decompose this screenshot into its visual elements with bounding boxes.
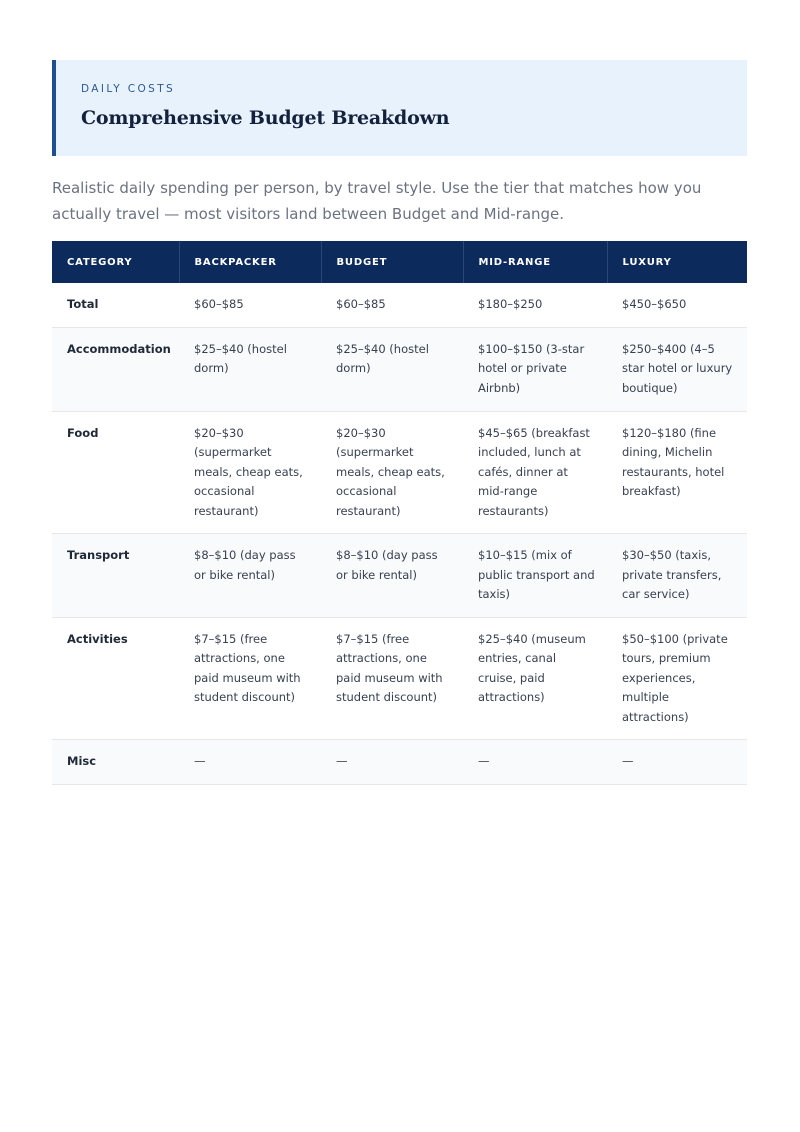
table-cell: —: [321, 740, 463, 785]
row-label: Accommodation: [52, 327, 179, 411]
section-eyebrow: DAILY COSTS: [81, 83, 176, 95]
column-header-mid-range: MID-RANGE: [463, 241, 607, 283]
table-cell: $250–$400 (4–5 star hotel or luxury boutique): [607, 327, 747, 411]
intro-paragraph: Realistic daily spending per person, by travel style. Use the tier that matches how you actually travel — most visitors land between Budget and Mid-range.: [52, 179, 702, 223]
row-label: Activities: [52, 617, 179, 740]
table-row-accommodation: [52, 327, 747, 411]
table-cell: $20–$30 (supermarket meals, cheap eats, occasional restaurant): [179, 411, 321, 534]
table-row-total: [52, 283, 747, 327]
table-cell: $20–$30 (supermarket meals, cheap eats, occasional restaurant): [321, 411, 463, 534]
column-header-category: CATEGORY: [52, 241, 179, 283]
section-callout: [52, 60, 747, 156]
table-cell: $50–$100 (private tours, premium experiences, multiple attractions): [607, 617, 747, 740]
table-row-transport: [52, 534, 747, 618]
table-cell: $25–$40 (museum entries, canal cruise, paid attractions): [463, 617, 607, 740]
table-cell: $450–$650: [607, 283, 747, 327]
table-cell: —: [179, 740, 321, 785]
table-cell: $30–$50 (taxis, private transfers, car service): [607, 534, 747, 618]
table-cell: $10–$15 (mix of public transport and taxis): [463, 534, 607, 618]
table-row-activities: [52, 617, 747, 740]
table-cell: $60–$85: [179, 283, 321, 327]
table-cell: $25–$40 (hostel dorm): [179, 327, 321, 411]
column-header-backpacker: BACKPACKER: [179, 241, 321, 283]
table-row-misc: [52, 740, 747, 785]
row-label: Misc: [52, 740, 179, 785]
table-cell: $120–$180 (fine dining, Michelin restaurants, hotel breakfast): [607, 411, 747, 534]
section-title: Comprehensive Budget Breakdown: [81, 107, 450, 129]
table-cell: $7–$15 (free attractions, one paid museum with student discount): [321, 617, 463, 740]
table-row-food: [52, 411, 747, 534]
column-header-budget: BUDGET: [321, 241, 463, 283]
table-cell: $180–$250: [463, 283, 607, 327]
table-cell: $8–$10 (day pass or bike rental): [179, 534, 321, 618]
table-cell: $25–$40 (hostel dorm): [321, 327, 463, 411]
table-header-row: [52, 241, 747, 283]
budget-table: [52, 241, 747, 785]
table-cell: —: [607, 740, 747, 785]
table-cell: $8–$10 (day pass or bike rental): [321, 534, 463, 618]
row-label: Total: [52, 283, 179, 327]
table-cell: $60–$85: [321, 283, 463, 327]
table-cell: $100–$150 (3-star hotel or private Airbnb): [463, 327, 607, 411]
table-cell: $7–$15 (free attractions, one paid museum with student discount): [179, 617, 321, 740]
column-header-luxury: LUXURY: [607, 241, 747, 283]
row-label: Food: [52, 411, 179, 534]
row-label: Transport: [52, 534, 179, 618]
table-cell: —: [463, 740, 607, 785]
table-cell: $45–$65 (breakfast included, lunch at cafés, dinner at mid-range restaurants): [463, 411, 607, 534]
